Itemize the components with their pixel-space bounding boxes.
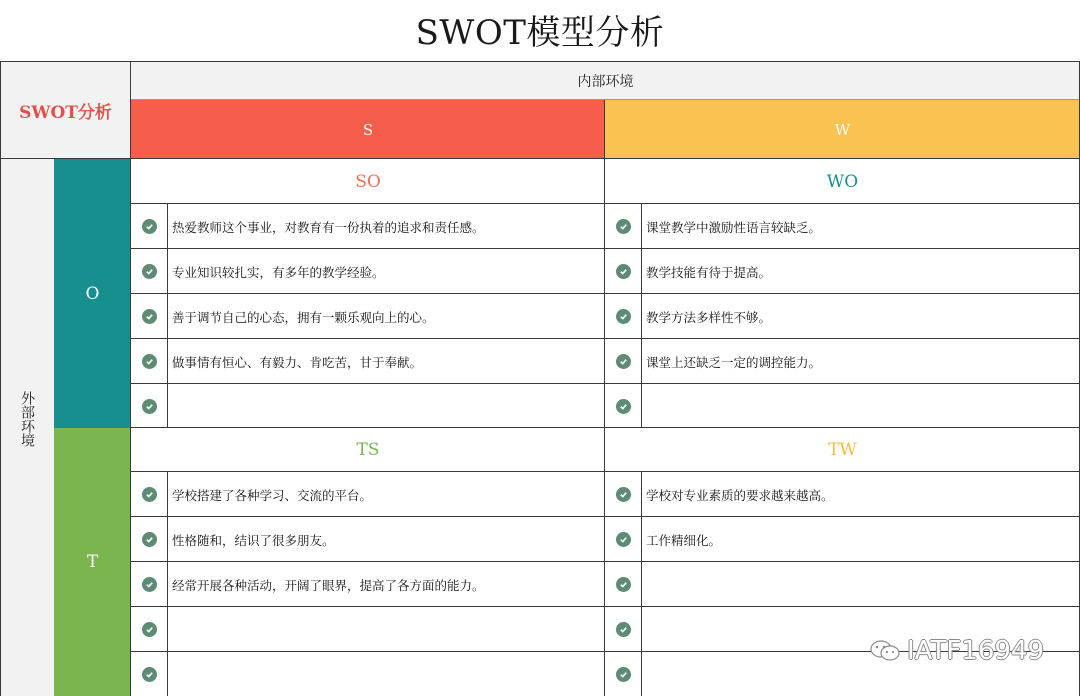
list-item: [605, 562, 1080, 607]
divider: [131, 606, 1080, 607]
tw-label: TW: [605, 428, 1080, 472]
wo-item: 课堂上还缺乏一定的调控能力。: [646, 354, 822, 370]
divider: [131, 248, 1080, 249]
outer-env-label: 外部环境: [19, 391, 35, 447]
swot-corner-label: SWOT分析: [0, 62, 131, 159]
inner-env-header: 内部环境: [131, 62, 1080, 100]
ts-label: TS: [131, 428, 605, 472]
check-icon: [616, 354, 631, 369]
so-item: 热爱教师这个事业，对教育有一份执着的追求和责任感。: [172, 219, 485, 235]
check-icon: [142, 487, 157, 502]
watermark: [869, 636, 1044, 666]
check-icon: [142, 667, 157, 682]
check-icon: [616, 577, 631, 592]
page-title: SWOT模型分析: [415, 13, 665, 53]
divider: [0, 158, 1080, 159]
check-icon: [616, 487, 631, 502]
divider: [131, 516, 1080, 517]
list-item: [605, 517, 1080, 562]
wo-item: [642, 384, 1080, 428]
list-item: [131, 204, 605, 249]
check-icon: [616, 264, 631, 279]
check-icon: [616, 667, 631, 682]
weakness-header: W: [605, 100, 1080, 159]
so-item: 善于调节自己的心态，拥有一颗乐观向上的心。: [172, 309, 435, 325]
check-icon: [616, 219, 631, 234]
strength-header: S: [131, 100, 605, 159]
check-icon: [616, 399, 631, 414]
threat-header: T: [54, 428, 131, 696]
list-item: [605, 249, 1080, 294]
check-icon: [142, 577, 157, 592]
check-icon: [142, 532, 157, 547]
list-item: [605, 384, 1080, 428]
divider: [131, 561, 1080, 562]
divider: [131, 383, 1080, 384]
ts-quadrant: [131, 428, 605, 696]
list-item: [131, 652, 605, 696]
divider: [131, 203, 1080, 204]
list-item: [605, 339, 1080, 384]
list-item: [605, 204, 1080, 249]
so-item: 做事情有恒心、有毅力、肯吃苦，甘于奉献。: [172, 354, 423, 370]
tw-item: [642, 562, 1080, 607]
wo-item: 课堂教学中激励性语言较缺乏。: [646, 219, 822, 235]
check-icon: [616, 532, 631, 547]
watermark-text: IATF16949: [907, 636, 1044, 666]
divider: [604, 100, 605, 696]
list-item: [131, 384, 605, 428]
list-item: [131, 562, 605, 607]
wo-label: WO: [605, 159, 1080, 204]
opportunity-header: O: [54, 159, 131, 428]
so-label: SO: [131, 159, 605, 204]
divider: [131, 338, 1080, 339]
check-icon: [142, 399, 157, 414]
check-icon: [142, 622, 157, 637]
ts-item: 性格随和，结识了很多朋友。: [172, 532, 335, 548]
list-item: [131, 607, 605, 652]
check-icon: [616, 309, 631, 324]
wo-item: 教学技能有待于提高。: [646, 264, 772, 280]
tw-item: 学校对专业素质的要求越来越高。: [646, 487, 834, 503]
tw-item: 工作精细化。: [646, 532, 722, 548]
ts-item: [168, 607, 605, 652]
check-icon: [142, 354, 157, 369]
check-icon: [142, 264, 157, 279]
so-item: [168, 384, 605, 428]
list-item: [605, 472, 1080, 517]
wechat-icon: [869, 639, 901, 663]
ts-item: 学校搭建了各种学习、交流的平台。: [172, 487, 373, 503]
divider: [131, 471, 1080, 472]
divider: [0, 62, 1, 696]
divider: [130, 62, 131, 696]
ts-item: [168, 652, 605, 696]
list-item: [131, 249, 605, 294]
outer-env-column: [0, 159, 54, 696]
list-item: [131, 294, 605, 339]
check-icon: [142, 309, 157, 324]
divider: [0, 61, 1080, 62]
list-item: [131, 339, 605, 384]
list-item: [605, 294, 1080, 339]
ts-item: 经常开展各种活动，开阔了眼界，提高了各方面的能力。: [172, 577, 485, 593]
so-item: 专业知识较扎实，有多年的教学经验。: [172, 264, 385, 280]
divider: [131, 427, 1080, 428]
divider: [131, 293, 1080, 294]
check-icon: [142, 219, 157, 234]
list-item: [131, 517, 605, 562]
wo-item: 教学方法多样性不够。: [646, 309, 772, 325]
check-icon: [616, 622, 631, 637]
list-item: [131, 472, 605, 517]
